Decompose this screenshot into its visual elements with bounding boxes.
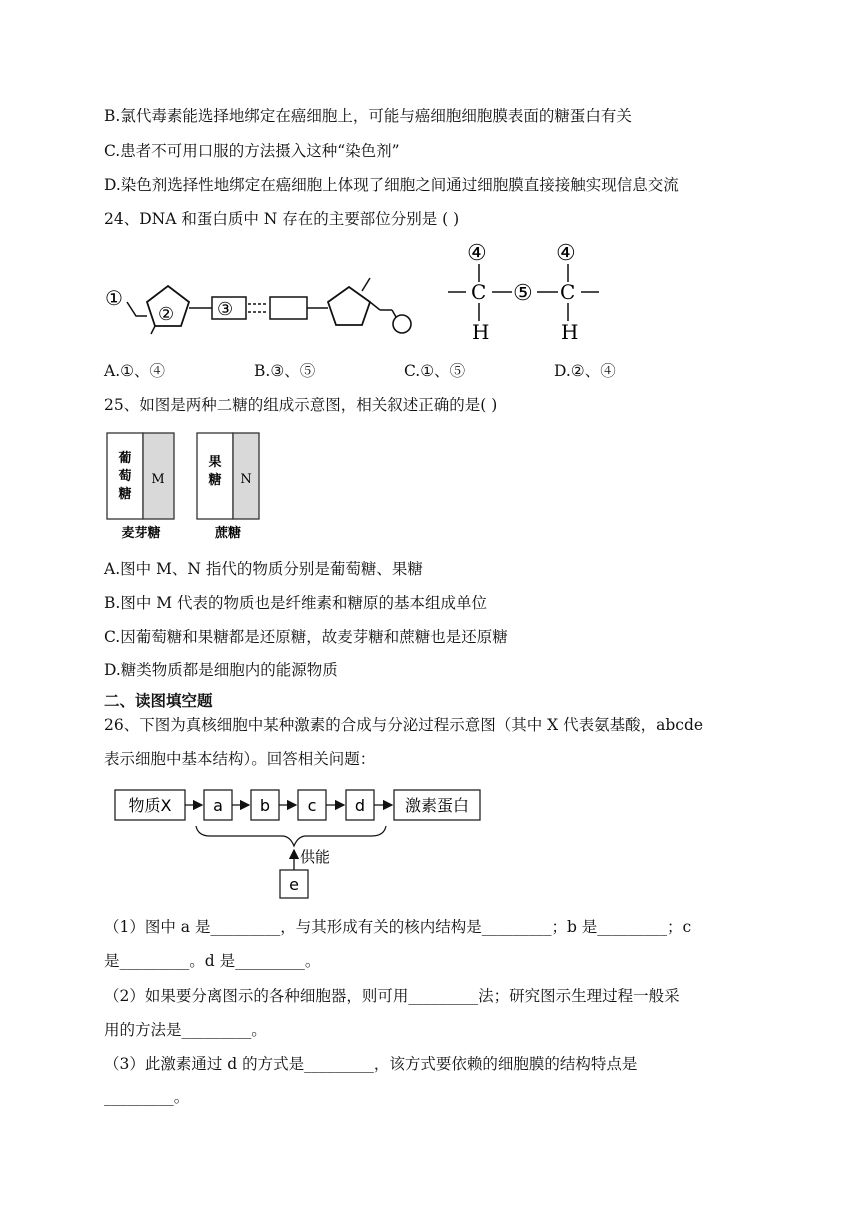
q24-diagram xyxy=(100,238,620,348)
q26-sub3-line2: _________。 xyxy=(104,1088,190,1106)
q26-sub2-line2: 用的方法是_________。 xyxy=(104,1021,267,1039)
q23-option-b: B.氯代毒素能选择地绑定在癌细胞上，可能与癌细胞细胞膜表面的糖蛋白有关 xyxy=(104,107,632,125)
flow-label-a: a xyxy=(213,796,223,815)
flow-label-d: d xyxy=(354,796,366,815)
q25-stem: 25、如图是两种二糖的组成示意图，相关叙述正确的是( ) xyxy=(104,396,498,414)
sucrose-char-1: 果 xyxy=(208,455,222,470)
q25-option-d: D.糖类物质都是细胞内的能源物质 xyxy=(104,661,338,679)
q26-sub1-line1: （1）图中 a 是_________，与其形成有关的核内结构是_________；b 是_________；c xyxy=(104,918,692,936)
flow-brace xyxy=(196,826,386,846)
maltose-caption: 麦芽糖 xyxy=(121,526,161,541)
phosphate-circle xyxy=(393,315,411,333)
label-H-right: H xyxy=(561,320,579,344)
q24-option-a: A.①、④ xyxy=(104,362,166,380)
maltose-diagram xyxy=(107,433,174,541)
q26-flow-diagram xyxy=(110,780,490,902)
q26-stem-line1: 26、下图为真核细胞中某种激素的合成与分泌过程示意图（其中 X 代表氨基酸，abcde xyxy=(104,716,704,734)
flow-label-e: e xyxy=(289,875,299,894)
sucrose-char-2: 糖 xyxy=(208,473,222,488)
maltose-char-2: 萄 xyxy=(118,469,132,484)
maltose-char-1: 葡 xyxy=(118,451,132,466)
label-C-right: C xyxy=(560,280,576,304)
label-circle-3: ③ xyxy=(217,299,234,320)
q24-option-b: B.③、⑤ xyxy=(254,362,316,380)
section-2-title: 二、读图填空题 xyxy=(104,692,213,710)
pentagon-sugar-right xyxy=(328,287,370,325)
q25-option-a: A.图中 M、N 指代的物质分别是葡萄糖、果糖 xyxy=(104,560,423,578)
sucrose-letter-n: N xyxy=(240,472,252,487)
flow-start-label: 物质X xyxy=(128,796,172,815)
q26-sub3-line1: （3）此激素通过 d 的方式是_________，该方式要依赖的细胞膜的结构特点是 xyxy=(104,1055,638,1073)
nucleotide-diagram xyxy=(105,278,411,334)
sucrose-diagram xyxy=(197,433,259,541)
label-circle-1: ① xyxy=(105,286,123,310)
label-circle-4b: ④ xyxy=(556,241,576,266)
q26-sub2-line1: （2）如果要分离图示的各种细胞器，则可用_________法；研究图示生理过程一般采 xyxy=(104,987,680,1005)
q24-option-d: D.②、④ xyxy=(554,362,616,380)
flow-energy-label: 供能 xyxy=(300,848,331,866)
peptide-diagram xyxy=(448,241,599,344)
flow-label-b: b xyxy=(259,796,271,815)
label-circle-2: ② xyxy=(158,304,175,325)
sucrose-caption: 蔗糖 xyxy=(214,526,242,541)
q25-option-b: B.图中 M 代表的物质也是纤维素和糖原的基本组成单位 xyxy=(104,594,488,612)
q24-option-c: C.①、⑤ xyxy=(404,362,466,380)
q26-stem-line2: 表示细胞中基本结构）。回答相关问题： xyxy=(104,750,376,768)
q25-option-c: C.因葡萄糖和果糖都是还原糖，故麦芽糖和蔗糖也是还原糖 xyxy=(104,628,508,646)
q25-diagram xyxy=(100,426,270,544)
maltose-char-3: 糖 xyxy=(118,487,132,502)
q23-option-c: C.患者不可用口服的方法摄入这种“染色剂” xyxy=(104,142,400,160)
flow-label-c: c xyxy=(307,796,317,815)
q26-sub1-line2: 是_________。d 是_________。 xyxy=(104,952,321,970)
label-C-left: C xyxy=(471,280,487,304)
label-H-left: H xyxy=(472,320,490,344)
q23-option-d: D.染色剂选择性地绑定在癌细胞上体现了细胞之间通过细胞膜直接接触实现信息交流 xyxy=(104,176,679,194)
maltose-letter-m: M xyxy=(151,472,165,487)
label-circle-4a: ④ xyxy=(467,241,487,266)
label-circle-5: ⑤ xyxy=(513,281,533,306)
flow-end-label: 激素蛋白 xyxy=(404,796,470,815)
q24-stem: 24、DNA 和蛋白质中 N 存在的主要部位分别是 ( ) xyxy=(104,210,460,228)
base-box-right xyxy=(270,297,307,319)
